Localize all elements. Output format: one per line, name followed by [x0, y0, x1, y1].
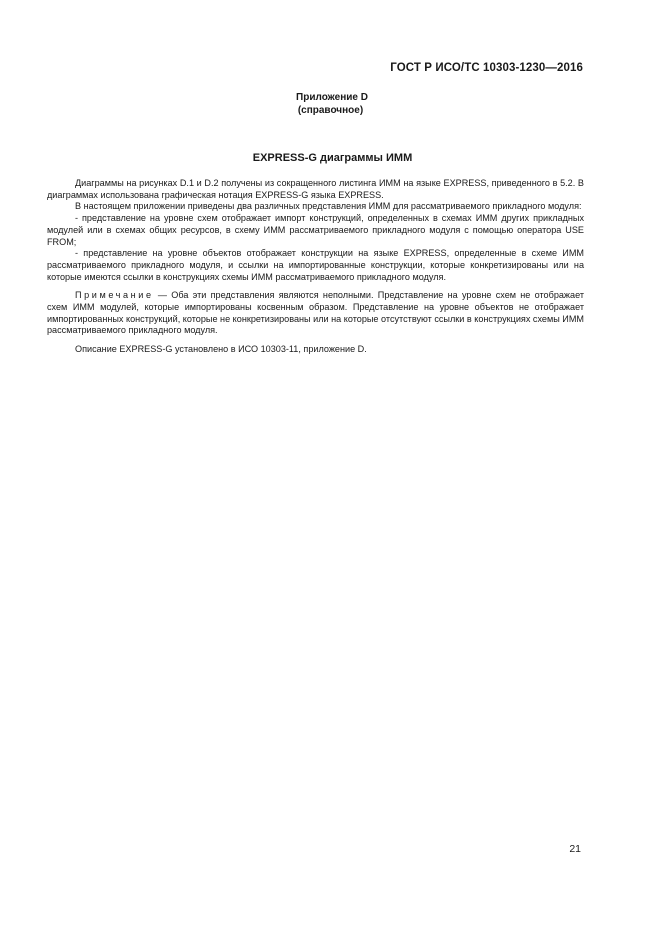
paragraph-intro: Диаграммы на рисунках D.1 и D.2 получены из сокращенного листинга ИММ на языке EXPRESS, приведенного в 5.2. В диаграммах использована графическая нотация EXPRESS-G языка EXPRESS.	[47, 178, 584, 200]
body-text	[47, 178, 584, 356]
appendix-title: Приложение D	[296, 92, 368, 103]
note-paragraph	[47, 290, 584, 337]
note-text: — Оба эти представления являются неполными. Представление на уровне схем не отображает схем ИММ модулей, которые импортированы косвенным образом. Представление на уровне объектов не отображает импортированных конструкций, которые не конкретизированы или на которые отсутствуют ссылки в конструкциях схемы ИММ рассматриваемого прикладного модуля.	[47, 290, 584, 336]
appendix-subtitle: (справочное)	[297, 105, 364, 116]
document-code-header: ГОСТ Р ИСО/ТС 10303-1230—2016	[390, 62, 583, 74]
page-number: 21	[569, 843, 581, 855]
paragraph-representations: В настоящем приложении приведены два различных представления ИММ для рассматриваемого прикладного модуля:	[75, 201, 582, 212]
list-item-schema-level: - представление на уровне схем отображает импорт конструкций, определенных в схемах ИММ других прикладных модулей или в схемах общих ресурсов, в схему ИММ рассматриваемого прикладного модуля с помощью оператора USE FROM;	[47, 213, 584, 247]
note-label: Примечание	[75, 290, 154, 301]
section-title: EXPRESS-G диаграммы ИММ	[252, 152, 413, 164]
paragraph-express-g-reference: Описание EXPRESS-G установлено в ИСО 10303-11, приложение D.	[75, 344, 367, 355]
appendix-heading	[0, 91, 661, 117]
list-item-entity-level: - представление на уровне объектов отображает конструкции на языке EXPRESS, определенные в схеме ИММ рассматриваемого прикладного модуля, и ссылки на импортированные конструкции, которые конкретизированы или на которые имеются ссылки в конструкциях схемы ИММ рассматриваемого прикладного модуля.	[47, 248, 584, 282]
